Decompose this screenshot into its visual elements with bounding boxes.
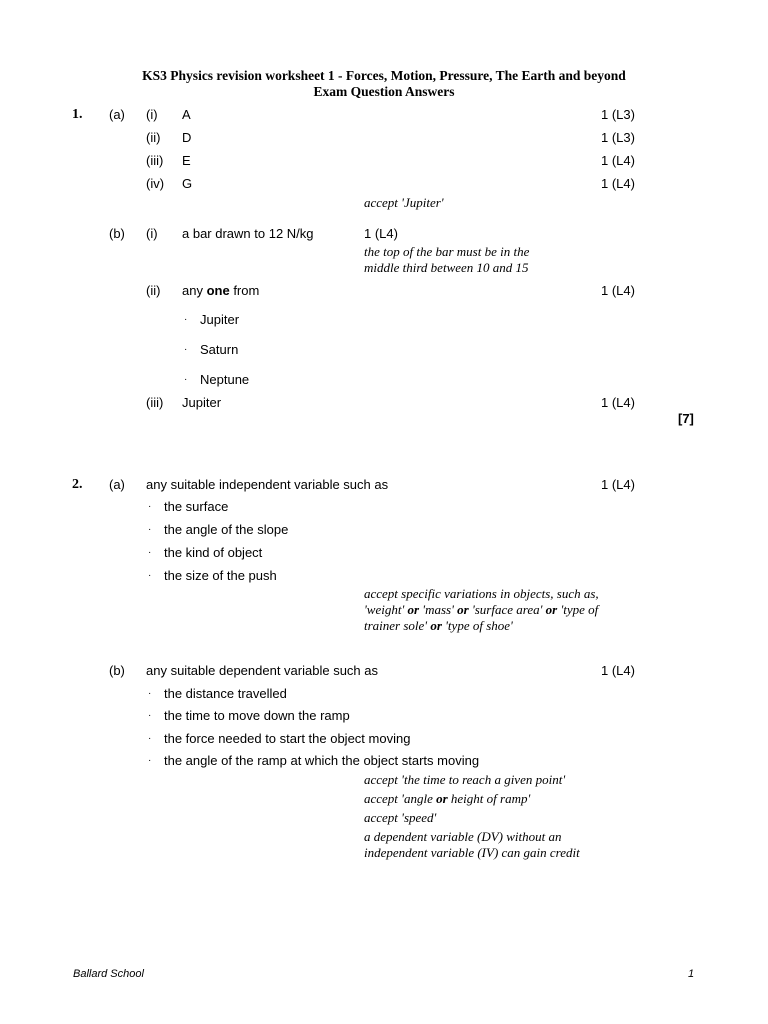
q1b-iii-mark: 1 (L4) <box>601 395 635 410</box>
q2b-marking-note-2: accept 'angle or height of ramp' <box>364 791 531 806</box>
page-title: KS3 Physics revision worksheet 1 - Forces, Motion, Pressure, The Earth and beyond <box>142 68 626 83</box>
q2a-bullet-item: the angle of the slope <box>164 522 289 537</box>
q2b-bullet-item: the distance travelled <box>164 686 287 701</box>
bullet: · <box>148 733 152 744</box>
bullet: · <box>148 710 152 721</box>
q2b-marking-note-3: accept 'speed' <box>364 810 437 825</box>
q2a-bullet-item: the kind of object <box>164 545 263 560</box>
q1a-iv-label: (iv) <box>146 176 165 191</box>
q1-part-a-label: (a) <box>109 107 125 122</box>
q1b-i-marking-note: the top of the bar must be in the middle third between 10 and 15 <box>364 244 530 275</box>
bullet: · <box>148 501 152 512</box>
question-1-number: 1. <box>72 107 83 122</box>
q2-part-a-label: (a) <box>109 477 125 492</box>
q2b-marking-note-4: a dependent variable (DV) without an independent variable (IV) can gain credit <box>364 829 580 860</box>
q1a-marking-note: accept 'Jupiter' <box>364 195 444 210</box>
q1a-i-mark: 1 (L3) <box>601 107 635 122</box>
q1a-iii-answer: E <box>182 153 191 168</box>
bullet: · <box>148 547 152 558</box>
q1b-ii-option-neptune: Neptune <box>200 372 250 387</box>
q1a-ii-mark: 1 (L3) <box>601 130 635 145</box>
q2a-bullet-item: the size of the push <box>164 568 277 583</box>
q1a-ii-answer: D <box>182 130 192 145</box>
q1a-i-answer: A <box>182 107 191 122</box>
footer-school-name: Ballard School <box>73 968 144 980</box>
q1-part-b-label: (b) <box>109 226 125 241</box>
q1a-iii-mark: 1 (L4) <box>601 153 635 168</box>
bullet: · <box>148 688 152 699</box>
q2b-bullet-item: the force needed to start the object moving <box>164 731 411 746</box>
q1a-iv-mark: 1 (L4) <box>601 176 635 191</box>
q1b-ii-option-saturn: Saturn <box>200 342 239 357</box>
q1-total-marks: [7] <box>678 411 694 426</box>
q2b-intro: any suitable dependent variable such as <box>146 663 378 678</box>
q2a-intro: any suitable independent variable such as <box>146 477 389 492</box>
q1b-ii-label: (ii) <box>146 283 161 298</box>
q1b-i-mark: 1 (L4) <box>364 226 398 241</box>
bullet: · <box>148 524 152 535</box>
footer-page-number: 1 <box>688 968 695 980</box>
q1a-i-label: (i) <box>146 107 158 122</box>
q2a-marking-note: accept specific variations in objects, such as, 'weight' or 'mass' or 'surface area' or 'type of trainer sole' or 'type of shoe' <box>364 586 599 633</box>
bullet: · <box>184 314 188 325</box>
q2a-mark: 1 (L4) <box>601 477 635 492</box>
q1a-iv-answer: G <box>182 176 193 191</box>
q1a-ii-label: (ii) <box>146 130 161 145</box>
q1b-ii-answer: any one from <box>182 283 260 298</box>
bullet: · <box>148 755 152 766</box>
bullet: · <box>148 570 152 581</box>
q1b-i-answer: a bar drawn to 12 N/kg <box>182 226 314 241</box>
q2b-bullet-item: the time to move down the ramp <box>164 708 350 723</box>
bullet: · <box>184 374 188 385</box>
q1b-i-label: (i) <box>146 226 158 241</box>
q1b-ii-mark: 1 (L4) <box>601 283 635 298</box>
q2b-marking-note-1: accept 'the time to reach a given point' <box>364 772 566 787</box>
page-subtitle: Exam Question Answers <box>313 84 455 99</box>
q1b-ii-option-jupiter: Jupiter <box>200 312 240 327</box>
q2b-bullet-item: the angle of the ramp at which the object starts moving <box>164 753 480 768</box>
q2b-mark: 1 (L4) <box>601 663 635 678</box>
q1b-iii-answer: Jupiter <box>182 395 222 410</box>
q1a-iii-label: (iii) <box>146 153 164 168</box>
bullet: · <box>184 344 188 355</box>
q2-part-b-label: (b) <box>109 663 125 678</box>
question-2-number: 2. <box>72 477 83 492</box>
q2a-bullet-item: the surface <box>164 499 229 514</box>
q1b-iii-label: (iii) <box>146 395 164 410</box>
